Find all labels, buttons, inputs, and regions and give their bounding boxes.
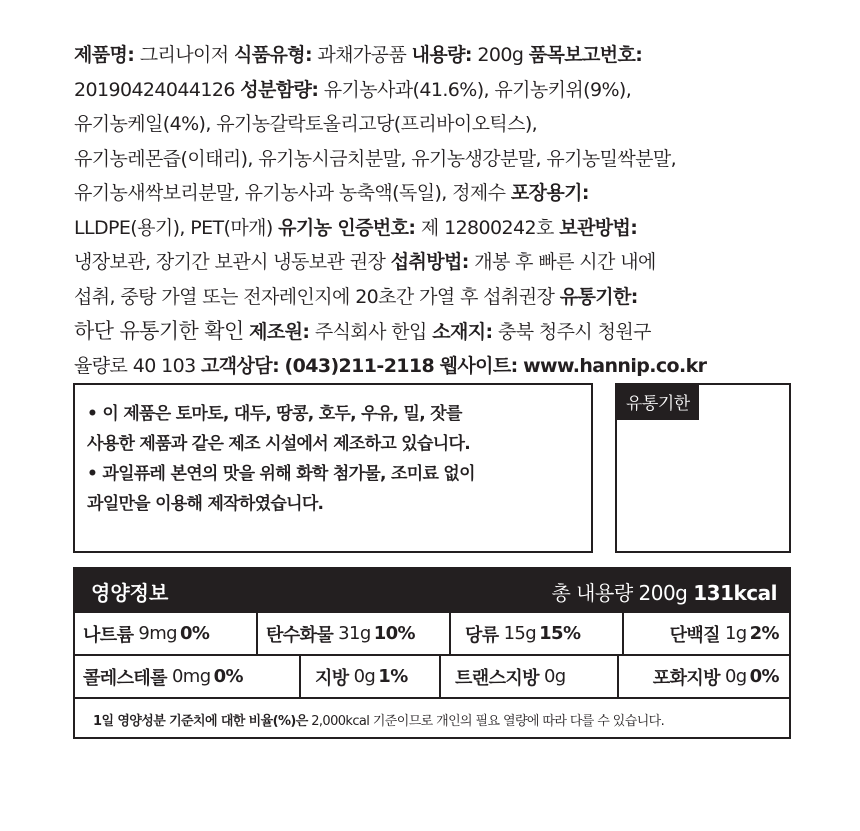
nutrition-title: 영양정보	[91, 580, 169, 605]
info-line-2	[74, 73, 794, 108]
info-line-5	[74, 176, 794, 211]
product-name-label: 제품명:	[74, 44, 135, 66]
nutrition-total	[552, 577, 778, 606]
contact-phone: (043)211-2118	[284, 354, 435, 377]
package-value: LLDPE(용기), PET(마개)	[74, 216, 273, 239]
storage-value: 냉장보관, 장기간 보관시 냉동보관 권장	[74, 251, 386, 273]
nutrition-row-1	[75, 613, 789, 656]
total-label: 총 내용량	[551, 580, 633, 605]
nutrient-name: 콜레스테롤	[83, 667, 167, 689]
expiry-label: 유통기한:	[559, 285, 638, 308]
nutrient-cell	[441, 656, 619, 697]
info-line-3	[74, 107, 794, 142]
nutrient-name: 지방	[315, 667, 349, 689]
nutrient-cell	[258, 613, 451, 654]
food-type: 과채가공품	[317, 44, 407, 66]
website-label: 웹사이트:	[439, 354, 518, 377]
nutrition-row-2	[75, 656, 789, 699]
contact-label: 고객상담:	[201, 354, 280, 377]
nutrient-percent: 15%	[539, 623, 581, 644]
product-name: 그리나이저	[139, 44, 229, 66]
ingredients-label: 성분함량:	[240, 78, 319, 101]
nutrient-name: 나트륨	[83, 624, 134, 646]
ingredients-text: 유기농새싹보리분말, 유기농사과 농축액(독일), 정제수	[74, 182, 506, 204]
report-no: 20190424044126	[74, 78, 235, 101]
content-label: 내용량:	[411, 44, 472, 66]
nutrient-cell	[451, 613, 624, 654]
nutrient-name: 트랜스지방	[455, 667, 539, 689]
nutrient-cell	[624, 613, 789, 654]
location-value: 충북 청주시 청원구	[497, 321, 651, 343]
expiry-value: 하단 유통기한 확인	[74, 319, 244, 343]
location-label: 소재지:	[432, 321, 493, 343]
ingredients-text: 유기농케일(4%), 유기농갈락토올리고당(프리바이오틱스),	[74, 113, 538, 135]
ingredients-text: 유기농레몬즙(이태리), 유기농시금치분말, 유기농생강분말, 유기농밀싹분말,	[74, 147, 677, 170]
nutrition-footnote	[75, 699, 789, 740]
nutrient-amount: 31g	[338, 623, 371, 644]
nutrition-header	[75, 569, 789, 613]
nutrient-cell	[75, 613, 258, 654]
nutrient-amount: 15g	[503, 623, 537, 644]
nutrient-name: 단백질	[669, 624, 720, 646]
organic-cert-label: 유기농 인증번호:	[278, 216, 416, 239]
location-value: 율량로 40 103	[74, 354, 196, 377]
nutrient-percent: 0%	[180, 623, 210, 644]
info-line-9	[74, 314, 794, 349]
intake-value: 개봉 후 빠른 시간 내에	[474, 251, 656, 273]
nutrient-amount: 9mg	[138, 623, 177, 644]
nutrient-cell	[301, 656, 441, 697]
content-value: 200g	[477, 44, 524, 66]
nutrient-name: 탄수화물	[266, 624, 334, 646]
warning-line: • 과일퓨레 본연의 맛을 위해 화학 첨가물, 조미료 없이	[87, 464, 475, 484]
nutrient-percent: 1%	[378, 666, 408, 687]
info-line-8	[74, 280, 794, 315]
nutrient-name: 포화지방	[652, 667, 720, 689]
intake-label: 섭취방법:	[390, 251, 469, 273]
ingredients-text: 유기농사과(41.6%), 유기농키위(9%),	[323, 78, 632, 101]
website: www.hannip.co.kr	[523, 354, 707, 377]
allergy-warning-box	[73, 383, 593, 553]
warning-line: 사용한 제품과 같은 제조 시설에서 제조하고 있습니다.	[87, 434, 470, 454]
nutrient-cell	[619, 656, 789, 697]
food-type-label: 식품유형:	[233, 44, 312, 66]
expiry-date-box	[615, 383, 791, 553]
total-amount: 200g	[638, 580, 688, 605]
organic-cert: 제 12800242호	[420, 216, 554, 239]
package-label: 포장용기:	[510, 182, 589, 204]
storage-label: 보관방법:	[559, 216, 638, 239]
warning-line: • 이 제품은 토마토, 대두, 땅콩, 호두, 우유, 밀, 잣를	[87, 404, 462, 424]
footnote-text: 2,000kcal 기준이므로 개인의 필요 열량에 따라 다를 수 있습니다.	[311, 714, 665, 729]
nutrient-amount: 0g	[724, 666, 747, 687]
nutrient-percent: 10%	[373, 623, 415, 644]
nutrition-facts-table	[73, 567, 791, 739]
total-kcal: 131kcal	[693, 580, 777, 605]
manufacturer-label: 제조원:	[249, 321, 310, 343]
nutrient-amount: 0g	[543, 666, 566, 687]
manufacturer: 주식회사 한입	[314, 321, 427, 343]
footnote-bold: 1일 영양성분 기준치에 대한 비율(%)은	[93, 714, 308, 729]
info-line-6	[74, 211, 794, 246]
info-line-4	[74, 142, 794, 177]
nutrient-amount: 0mg	[171, 666, 211, 687]
intake-value: 섭취, 중탕 가열 또는 전자레인지에 20초간 가열 후 섭취권장	[74, 285, 555, 308]
info-line-1	[74, 38, 794, 73]
report-no-label: 품목보고번호:	[528, 44, 643, 66]
warning-line: 과일만을 이용해 제작하였습니다.	[87, 494, 324, 514]
expiry-box-label: 유통기한	[617, 385, 699, 420]
nutrient-percent: 0%	[213, 666, 243, 687]
nutrient-cell	[75, 656, 301, 697]
product-info	[74, 38, 794, 383]
nutrient-percent: 0%	[749, 666, 779, 687]
nutrient-percent: 2%	[749, 623, 779, 644]
info-line-7	[74, 245, 794, 280]
info-line-10	[74, 349, 794, 384]
nutrient-amount: 1g	[724, 623, 747, 644]
nutrient-name: 당류	[465, 624, 499, 646]
nutrient-amount: 0g	[353, 666, 376, 687]
